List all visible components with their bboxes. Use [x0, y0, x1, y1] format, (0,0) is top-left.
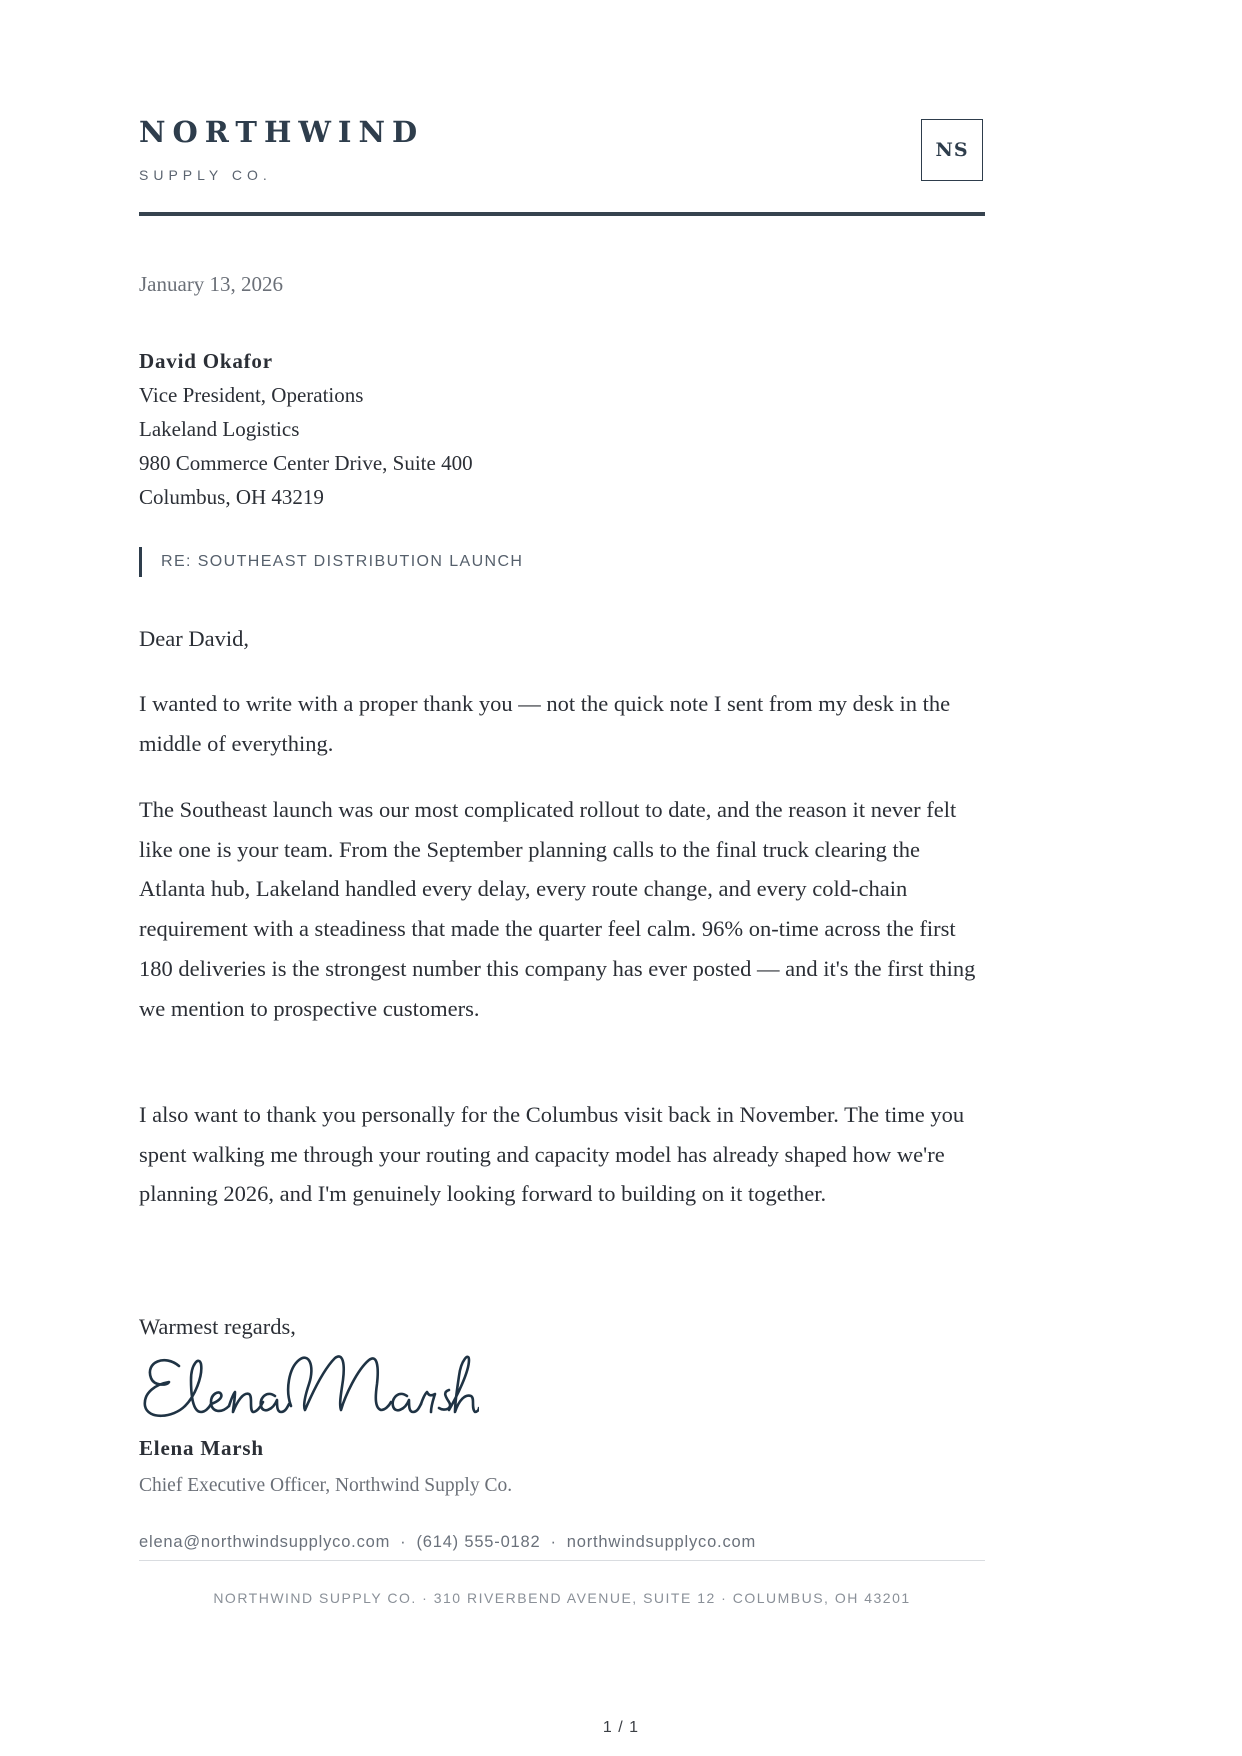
footer-divider [139, 1560, 985, 1561]
sign-off: Warmest regards, [139, 1314, 296, 1339]
header-divider [139, 212, 985, 216]
salutation: Dear David, [139, 626, 249, 651]
sender-name: Elena Marsh [139, 1436, 264, 1460]
recipient-name: David Okafor [139, 349, 273, 373]
sender-title: Chief Executive Officer, Northwind Supply Co. [139, 1475, 513, 1496]
contact-separator: · [400, 1533, 407, 1551]
recipient-title: Vice President, Operations [139, 383, 364, 407]
body-paragraph-2: The Southeast launch was our most complicated rollout to date, and the reason it never felt like one is your team. From the September planning calls to the final truck clearing the Atlanta hub, Lakeland handled every delay, every route change, and every cold-chain requirement with a steadiness that made the quarter feel calm. 96% on-time across the first 180 deliveries is the strongest number this company has ever posted — and it's the first thing we mention to prospective customers. [139, 797, 976, 1021]
subject-line: RE: SOUTHEAST DISTRIBUTION LAUNCH [139, 547, 523, 577]
body-paragraph-3: I also want to thank you personally for the Columbus visit back in November. The time you spent walking me through your routing and capacity model has already shaped how we're planning 2026, and I'm genuinely looking forward to building on it together. [139, 1102, 965, 1207]
handwritten-signature [139, 1340, 479, 1425]
recipient-company: Lakeland Logistics [139, 417, 300, 441]
contact-email-link[interactable]: elena@northwindsupplyco.com [139, 1533, 391, 1551]
contact-line [139, 1530, 756, 1554]
footer-address: NORTHWIND SUPPLY CO. · 310 RIVERBEND AVENUE, SUITE 12 · COLUMBUS, OH 43201 [213, 1590, 911, 1606]
company-name: NORTHWIND [139, 115, 425, 149]
letter-date: January 13, 2026 [139, 272, 284, 296]
recipient-address-line2: Columbus, OH 43219 [139, 485, 324, 509]
contact-phone: (614) 555-0182 [416, 1533, 541, 1551]
recipient-address-line1: 980 Commerce Center Drive, Suite 400 [139, 451, 473, 475]
monogram-badge: NS [921, 119, 983, 181]
page-indicator: 1 / 1 [602, 1719, 640, 1736]
recipient-block [139, 344, 473, 514]
company-tagline: SUPPLY CO. [139, 167, 272, 183]
contact-separator: · [550, 1533, 557, 1551]
body-paragraph-1: I wanted to write with a proper thank you — not the quick note I sent from my desk in the middle of everything. [139, 691, 951, 756]
contact-website-link[interactable]: northwindsupplyco.com [566, 1533, 757, 1551]
